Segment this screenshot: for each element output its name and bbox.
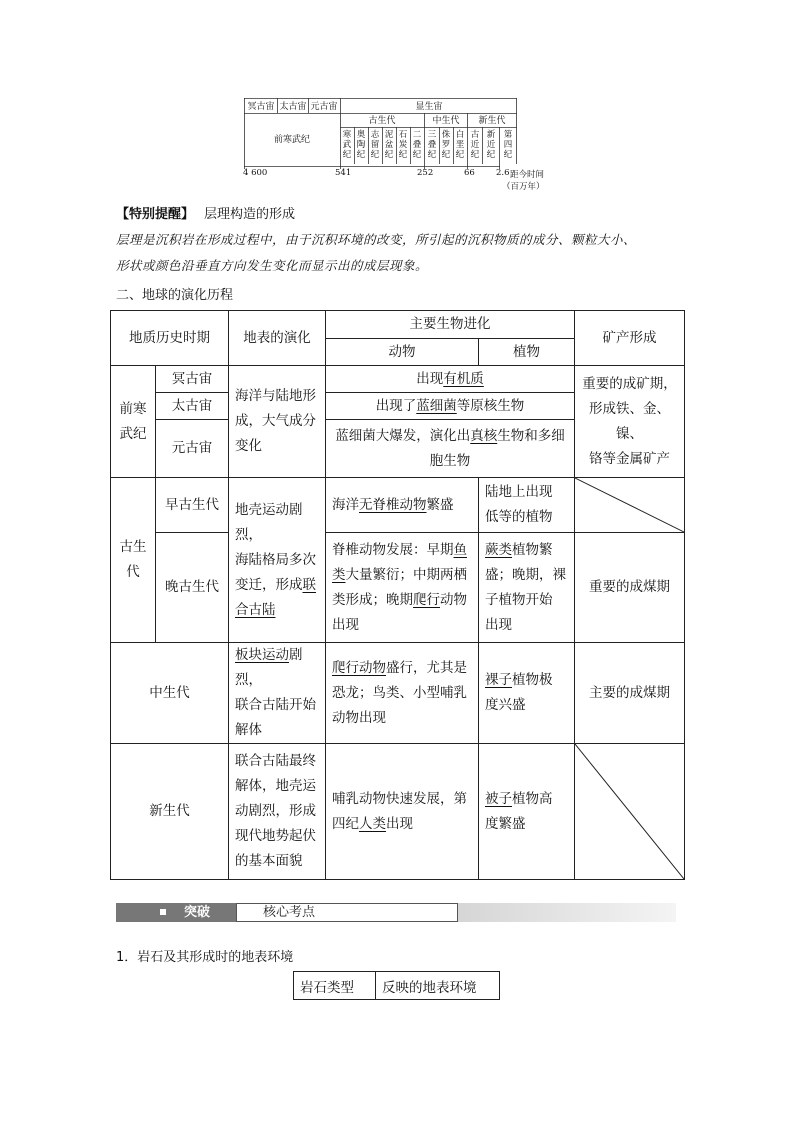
tip-bracket: 【特别提醒】 (116, 207, 195, 222)
era-cenozoic: 新生代 (478, 116, 506, 126)
header-mineral: 矿产形成 (575, 311, 685, 366)
cenozoic-surface (229, 744, 326, 880)
bio-keyword: 无脊椎动物 (359, 496, 427, 513)
bio-text: 子植物开始 (485, 591, 553, 608)
tip-line-1: 层理是沉积岩在形成过程中，由于沉积环境的改变，所引起的沉积物质的成分、颗粒大小、 (116, 232, 637, 247)
period-char: 石 (398, 130, 408, 140)
banner-left-text: 突破 (184, 905, 211, 920)
mesozoic-surface (229, 643, 326, 744)
bio-text: 动物出现 (332, 709, 386, 726)
header-period: 地质历史时期 (111, 311, 229, 366)
period-char: 武 (342, 140, 352, 150)
section-title: 二、地球的演化历程 (116, 288, 234, 303)
bio-text: 植物繁 (512, 541, 553, 558)
evolution-table (110, 310, 685, 880)
axis-unit: （百万年） (502, 182, 545, 192)
period-char: 纪 (412, 150, 422, 160)
geologic-timescale (244, 98, 519, 170)
period-char: 古 (470, 130, 480, 140)
surface-line: 变化 (235, 438, 262, 454)
bio-text: 海洋 (332, 496, 359, 513)
bio-text: 植物极 (512, 672, 553, 688)
bio-text: 低等的植物 (485, 509, 553, 525)
precambrian-label (111, 366, 156, 478)
period-char: 第 (503, 130, 513, 140)
surface-keyword: 板块运动 (235, 647, 289, 663)
late-paleozoic-cell: 晚古生代 (156, 533, 229, 643)
period-char: 罗 (441, 140, 451, 150)
surface-line: 海洋与陆地形 (235, 388, 316, 404)
period-char: 志 (370, 130, 380, 140)
paleozoic-label (111, 478, 156, 643)
surface-text: 剧烈， (235, 647, 303, 688)
early-paleozoic-animal (326, 478, 479, 533)
mesozoic-mineral: 主要的成煤期 (575, 643, 685, 744)
bio-text: 四纪 (332, 815, 359, 832)
late-paleozoic-animal (326, 533, 479, 643)
eon-phanerozoic: 显生宙 (415, 102, 443, 112)
header-plant: 植物 (479, 339, 575, 366)
eon-proterozoic: 元古宙 (310, 102, 338, 112)
paleozoic-surface (229, 478, 326, 643)
era-mesozoic: 中生代 (432, 116, 460, 126)
banner-right-text: 核心考点 (236, 903, 458, 922)
surface-line: 地壳运动剧烈， (235, 501, 303, 543)
bio-text: 蓝细菌大爆发，演化出 (335, 427, 471, 444)
era-paleozoic: 古生代 (368, 116, 396, 126)
empty-diagonal-cell (575, 744, 685, 880)
period-char: 纪 (470, 150, 480, 160)
surface-line: 的基本面貌 (235, 853, 303, 869)
early-paleozoic-plant (479, 478, 575, 533)
cenozoic-plant (479, 744, 575, 880)
period-char: 白 (455, 130, 465, 140)
bio-text: 大量繁衍；中期两栖 (345, 566, 467, 583)
bio-text: 繁盛 (426, 496, 454, 513)
paleozoic-label-line: 代 (126, 564, 140, 580)
mesozoic-animal (326, 643, 479, 744)
period-char: 纪 (455, 150, 465, 160)
surface-line: 解体，地壳运 (235, 778, 316, 794)
tip-line-2: 形状或颜色沿垂直方向发生变化而显示出的成层现象。 (116, 258, 429, 273)
eon-hadean: 冥古宙 (247, 102, 275, 112)
bio-keyword: 爬行动物 (332, 659, 386, 676)
tip-title: 层理构造的形成 (204, 207, 296, 222)
period-char: 纪 (398, 150, 408, 160)
axis-tick-2.6: 2.6 (496, 168, 510, 178)
section-banner (116, 903, 676, 922)
bio-text: 脊椎动物发展：早期 (332, 541, 454, 558)
bio-keyword: 被子 (485, 790, 512, 807)
bio-text: 陆地上出现 (485, 484, 553, 500)
period-char: 泥 (384, 130, 394, 140)
bio-text: 类形成；晚期 (332, 591, 413, 608)
precambrian-label: 前寒武纪 (273, 135, 311, 145)
mesozoic-plant (479, 643, 575, 744)
period-char: 盆 (384, 140, 394, 150)
period-char: 奥 (356, 130, 366, 140)
period-char: 陶 (356, 140, 366, 150)
period-char: 二 (412, 130, 422, 140)
rock-table-col1: 岩石类型 (294, 972, 376, 1000)
surface-text: 变迁，形成 (235, 576, 303, 593)
cenozoic-label: 新生代 (111, 744, 229, 880)
precambrian-label-line: 武纪 (119, 425, 147, 442)
precambrian-bio-archean (326, 393, 575, 420)
paleozoic-label-line: 古生 (119, 539, 147, 555)
surface-line: 海陆格局多次 (235, 551, 316, 568)
period-char: 四 (503, 140, 513, 150)
surface-line: 动剧烈，形成 (235, 803, 316, 819)
bio-text: 度兴盛 (485, 697, 526, 713)
bio-text: 哺乳动物快速发展，第 (332, 790, 467, 807)
surface-line: 成，大气成分 (235, 413, 316, 429)
eon-hadean-cell: 冥古宙 (156, 366, 229, 393)
bio-text: 出现 (416, 370, 444, 387)
period-char: 纪 (342, 150, 352, 160)
late-paleozoic-plant (479, 533, 575, 643)
period-char: 纪 (370, 150, 380, 160)
axis-label: 距今时间 (510, 170, 545, 180)
eon-archean-cell: 太古宙 (156, 393, 229, 420)
eon-archean: 太古宙 (279, 102, 307, 112)
bio-keyword: 有机质 (443, 370, 484, 387)
axis-tick-4600: 4 600 (243, 168, 268, 178)
empty-diagonal-cell (575, 478, 685, 533)
bio-text: 胞生物 (429, 452, 471, 469)
bio-keyword: 真核 (470, 427, 498, 444)
surface-keyword: 合古陆 (235, 601, 276, 618)
precambrian-label-line: 前寒 (119, 400, 147, 417)
bio-text: 度繁盛 (485, 815, 526, 832)
axis-tick-66: 66 (464, 168, 475, 178)
bio-text: 盛；晚期，裸 (485, 566, 566, 583)
early-paleozoic-cell: 早古生代 (156, 478, 229, 533)
period-char: 纪 (441, 150, 451, 160)
bio-text: 生物和多细 (497, 427, 565, 444)
surface-line: 现代地势起伏 (235, 828, 316, 844)
period-char: 纪 (486, 150, 496, 160)
surface-text: 解体 (235, 722, 262, 738)
late-paleozoic-mineral: 重要的成煤期 (575, 533, 685, 643)
header-animal: 动物 (326, 339, 479, 366)
bio-text: 盛行，尤其是 (386, 659, 467, 676)
mineral-line: 铬等金属矿产 (589, 450, 670, 467)
period-char: 近 (486, 140, 496, 150)
precambrian-surface (229, 366, 326, 478)
period-char: 纪 (503, 150, 513, 160)
bio-text: 恐龙；鸟类、小型哺乳 (332, 684, 467, 701)
eon-proterozoic-cell: 元古宙 (156, 420, 229, 478)
bio-keyword: 裸子 (485, 672, 512, 688)
bio-text: 等原核生物 (456, 397, 525, 414)
rock-table (293, 971, 500, 1000)
precambrian-bio-hadean (326, 366, 575, 393)
bio-keyword: 鱼 (453, 541, 467, 558)
rock-table-col2: 反映的地表环境 (376, 972, 500, 1000)
period-char: 纪 (427, 150, 437, 160)
bio-text: 出现 (332, 616, 359, 633)
bio-keyword: 蕨类 (485, 541, 512, 558)
axis-tick-541: 541 (335, 168, 352, 178)
period-char: 侏 (441, 130, 451, 140)
bio-text: 出现了 (375, 397, 417, 414)
period-char: 纪 (356, 150, 366, 160)
cenozoic-animal (326, 744, 479, 880)
period-char: 纪 (384, 150, 394, 160)
period-char: 垩 (455, 140, 465, 150)
axis-tick-252: 252 (417, 168, 434, 178)
mineral-line: 重要的成矿期， (582, 375, 677, 392)
period-char: 寒 (342, 130, 352, 140)
tip-heading (116, 203, 295, 222)
bio-keyword: 人类 (359, 815, 386, 832)
surface-keyword: 联 (302, 576, 316, 593)
mesozoic-label: 中生代 (111, 643, 229, 744)
bio-text: 动物 (440, 591, 467, 608)
header-surface: 地表的演化 (229, 311, 326, 366)
header-bio: 主要生物进化 (326, 311, 575, 339)
period-char: 近 (470, 140, 480, 150)
bio-text: 植物高 (512, 790, 553, 807)
bio-text: 出现 (386, 815, 413, 832)
point-title: 1．岩石及其形成时的地表环境 (116, 950, 294, 965)
period-char: 新 (486, 130, 496, 140)
bio-text: 出现 (485, 616, 512, 633)
banner-left (116, 903, 236, 922)
precambrian-bio-proterozoic (326, 420, 575, 478)
period-char: 三 (427, 130, 437, 140)
surface-line: 联合古陆最终 (235, 753, 316, 769)
bio-keyword: 蓝细菌 (416, 397, 457, 414)
period-char: 炭 (398, 140, 408, 150)
bio-keyword: 类 (332, 566, 346, 583)
precambrian-mineral (575, 366, 685, 478)
bio-keyword: 爬行 (413, 591, 440, 608)
mineral-line: 形成铁、金、镍、 (589, 400, 670, 442)
period-char: 叠 (427, 140, 437, 150)
period-char: 留 (370, 140, 380, 150)
surface-text: 联合古陆开始 (235, 697, 316, 713)
period-char: 叠 (412, 140, 422, 150)
bullet-square-icon (160, 909, 166, 915)
